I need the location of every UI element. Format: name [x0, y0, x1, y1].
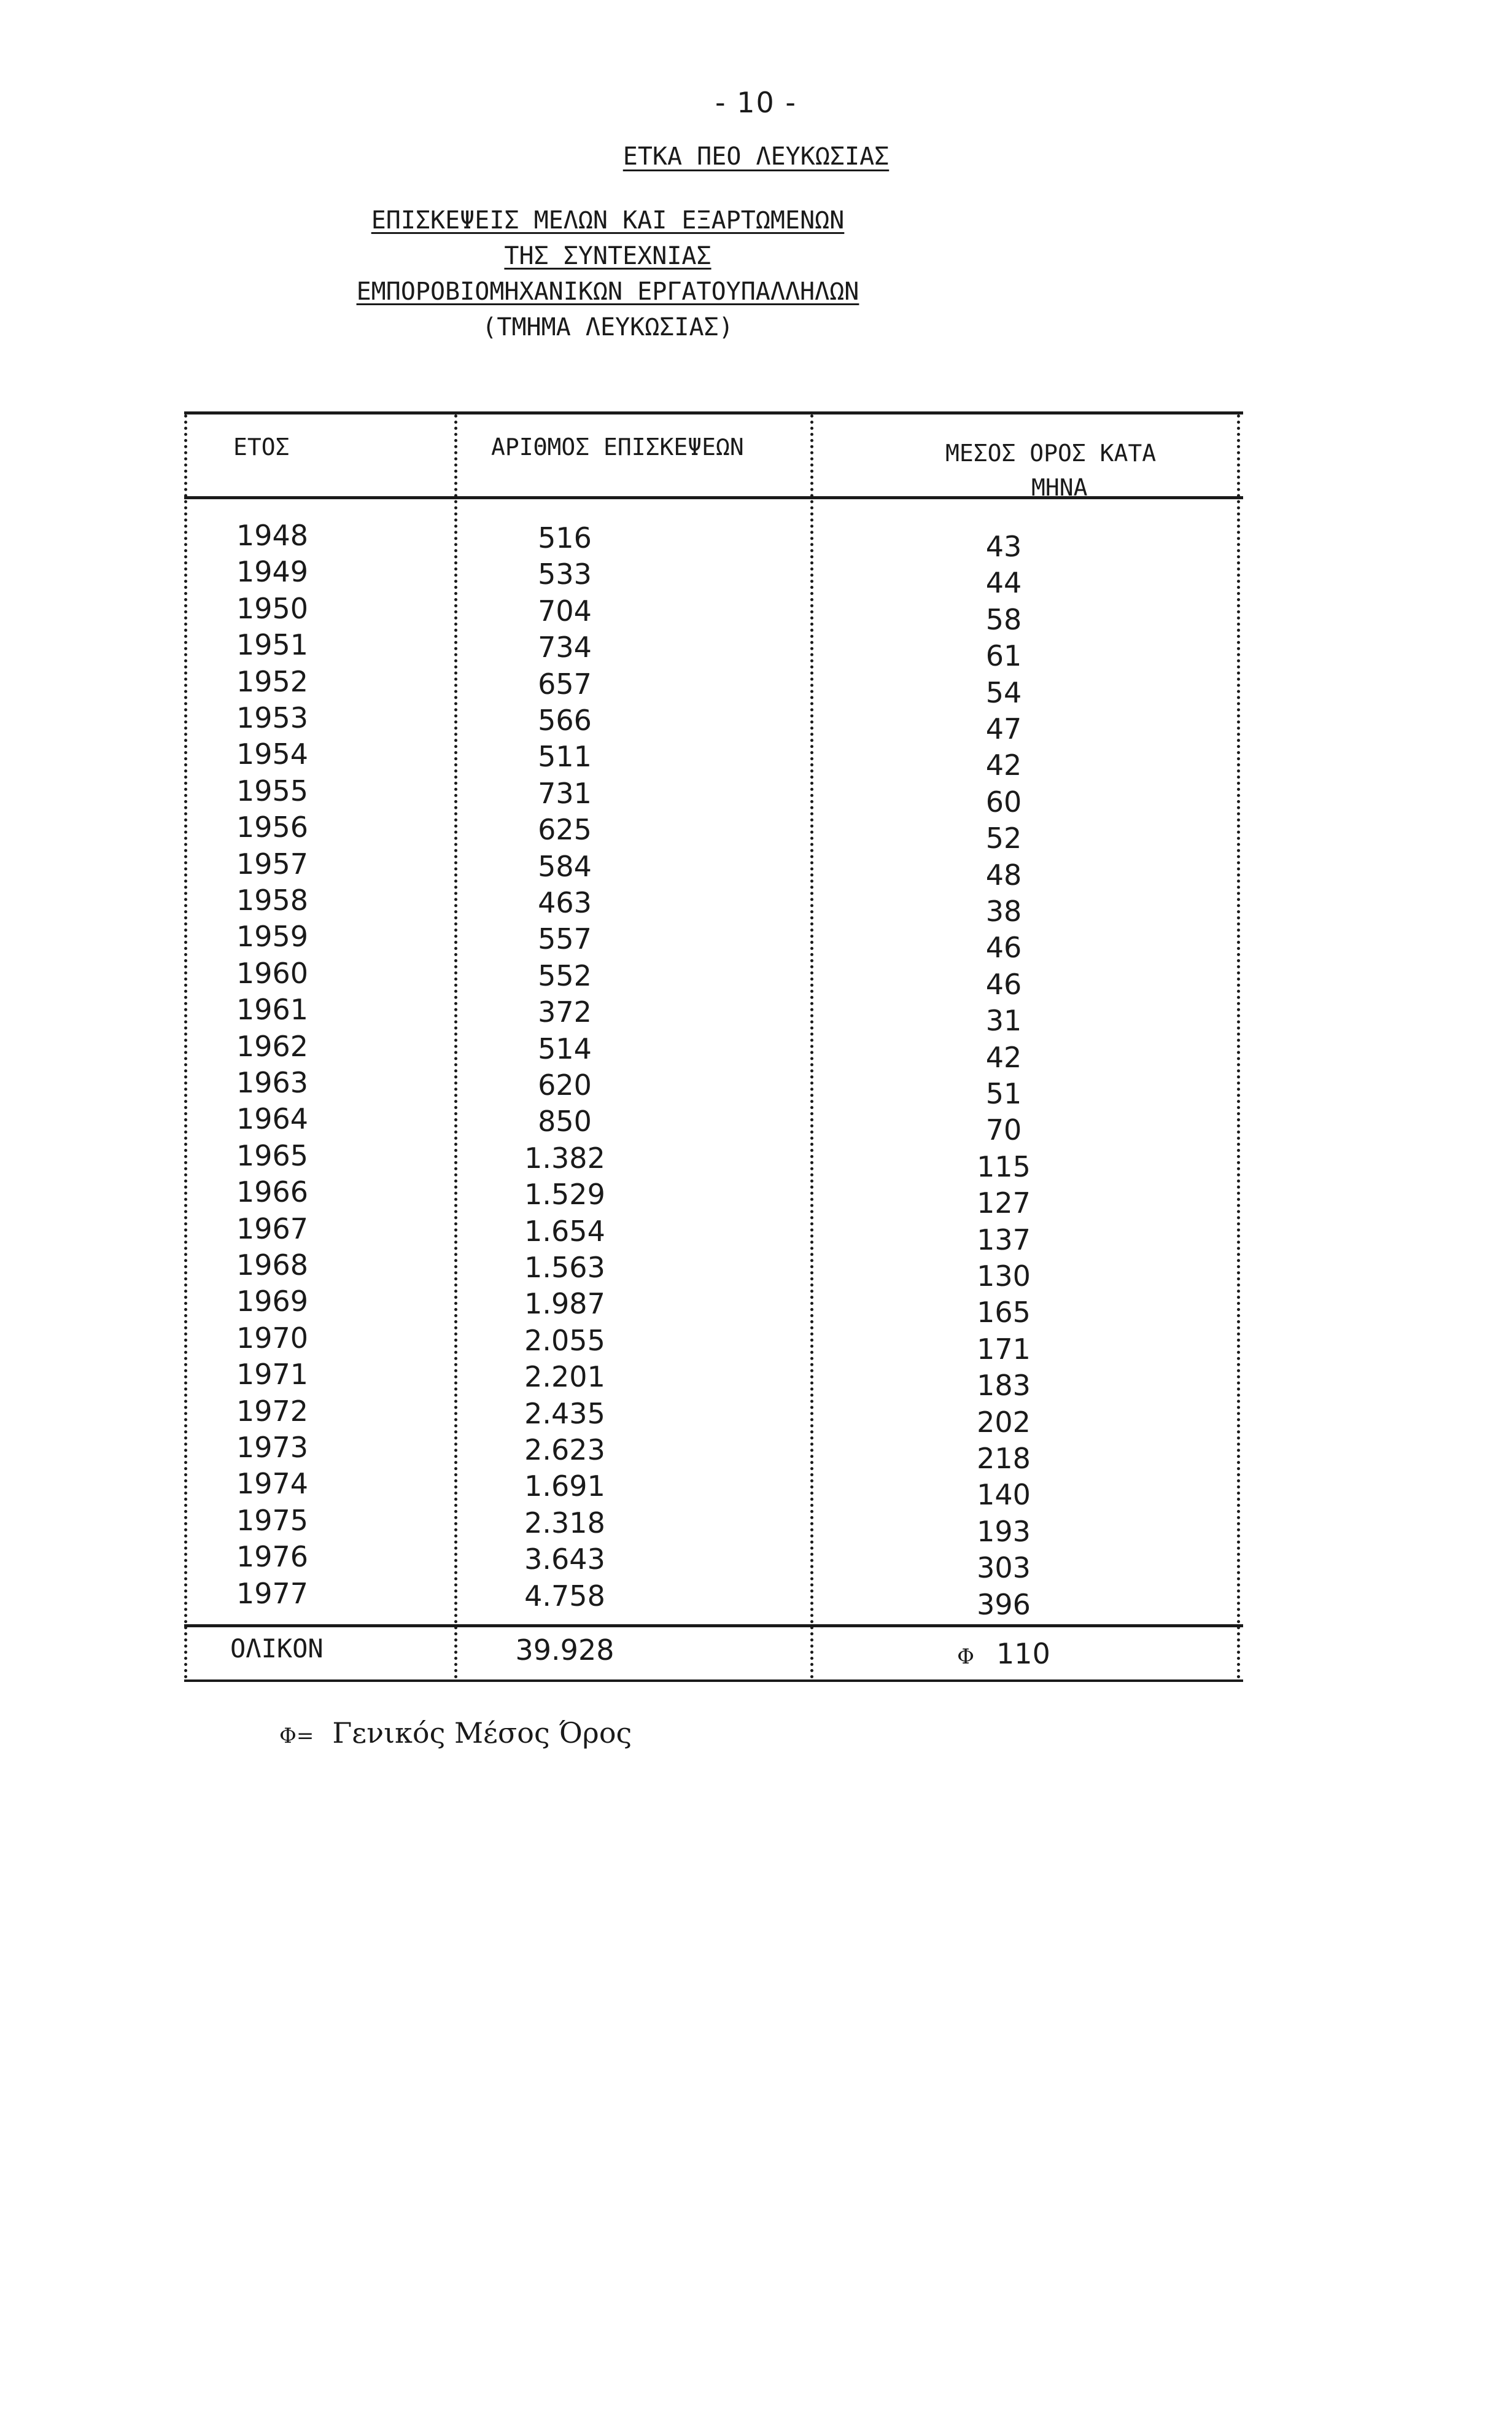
visits-cell: 463: [538, 886, 592, 919]
monthly-average-cell: 303: [977, 1551, 1031, 1585]
table-row: [184, 1248, 1243, 1293]
year-cell: 1951: [236, 628, 309, 662]
visits-cell: 1.654: [524, 1214, 605, 1248]
total-monthly-average: [902, 1637, 1105, 1670]
table-row: [184, 1431, 1243, 1475]
monthly-average-cell: 202: [977, 1405, 1031, 1439]
monthly-average-cell: 127: [977, 1186, 1031, 1220]
table-total-rule: [184, 1624, 1243, 1627]
table-row: [184, 664, 1243, 709]
monthly-average-cell: 171: [977, 1332, 1031, 1366]
visits-table: [184, 405, 1243, 1689]
year-cell: 1964: [236, 1102, 309, 1136]
table-row: [184, 1102, 1243, 1147]
visits-cell: 533: [538, 558, 592, 591]
visits-cell: 625: [538, 813, 592, 847]
heading-department: (ΤΜΗΜΑ ΛΕΥΚΩΣΙΑΣ): [482, 313, 734, 341]
year-cell: 1960: [236, 956, 309, 990]
monthly-average-cell: 137: [977, 1223, 1031, 1256]
visits-cell: 552: [538, 959, 592, 992]
table-row: [184, 1576, 1243, 1621]
monthly-average-cell: 47: [985, 712, 1022, 745]
visits-cell: 1.529: [524, 1178, 605, 1212]
organization-title-text: ΕΤΚΑ ΠΕΟ ΛΕΥΚΩΣΙΑΣ: [622, 142, 890, 171]
year-cell: 1972: [236, 1394, 309, 1428]
monthly-average-cell: 218: [977, 1442, 1031, 1475]
year-cell: 1969: [236, 1285, 309, 1318]
year-cell: 1974: [236, 1467, 309, 1501]
table-row: [184, 1175, 1243, 1220]
heading-line-3: ΕΜΠΟΡΟΒΙΟΜΗΧΑΝΙΚΩΝ ΕΡΓΑΤΟΥΠΑΛΛΗΛΩΝ: [356, 278, 859, 306]
organization-title: [0, 142, 1512, 171]
year-cell: 1954: [236, 737, 309, 771]
table-total-row: [184, 1633, 1243, 1670]
visits-cell: 2.055: [524, 1323, 605, 1357]
footnote: [279, 1716, 632, 1749]
year-cell: 1955: [236, 774, 309, 808]
monthly-average-cell: 61: [985, 639, 1022, 673]
visits-cell: 2.318: [524, 1506, 605, 1539]
footnote-symbol: Φ=: [279, 1724, 314, 1748]
monthly-average-cell: 42: [985, 749, 1022, 782]
monthly-average-cell: 46: [985, 967, 1022, 1001]
table-row: [184, 1503, 1243, 1548]
visits-cell: 2.435: [524, 1396, 605, 1430]
table-row: [184, 956, 1243, 1001]
monthly-average-cell: 51: [985, 1077, 1022, 1110]
visits-cell: 566: [538, 704, 592, 737]
table-row: [184, 1358, 1243, 1403]
table-row: [184, 591, 1243, 636]
year-cell: 1962: [236, 1029, 309, 1063]
table-row: [184, 1540, 1243, 1585]
visits-cell: 1.563: [524, 1251, 605, 1284]
table-row: [184, 920, 1243, 965]
monthly-average-cell: 165: [977, 1296, 1031, 1329]
year-cell: 1971: [236, 1358, 309, 1391]
table-row: [184, 628, 1243, 673]
year-cell: 1952: [236, 664, 309, 698]
monthly-average-cell: 60: [985, 785, 1022, 819]
table-row: [184, 993, 1243, 1038]
table-row: [184, 847, 1243, 892]
visits-cell: 557: [538, 922, 592, 956]
monthly-average-cell: 115: [977, 1150, 1031, 1183]
monthly-average-cell: 396: [977, 1587, 1031, 1621]
table-top-rule: [184, 411, 1243, 414]
column-header-visits: ΑΡΙΘΜΟΣ ΕΠΙΣΚΕΨΕΩΝ: [491, 434, 744, 461]
monthly-average-cell: 48: [985, 858, 1022, 892]
visits-cell: 511: [538, 740, 592, 774]
visits-cell: 657: [538, 667, 592, 701]
year-cell: 1949: [236, 555, 309, 589]
year-cell: 1968: [236, 1248, 309, 1282]
table-row: [184, 701, 1243, 745]
year-cell: 1963: [236, 1066, 309, 1099]
column-header-monthly-average: [945, 436, 1156, 505]
year-cell: 1961: [236, 993, 309, 1027]
table-row: [184, 1212, 1243, 1256]
table-row: [184, 519, 1243, 563]
heading-line-4: [344, 309, 872, 345]
column-header-year: ΕΤΟΣ: [233, 434, 290, 461]
table-row: [184, 737, 1243, 782]
table-row: [184, 1066, 1243, 1110]
visits-cell: 584: [538, 849, 592, 883]
year-cell: 1950: [236, 591, 309, 625]
table-row: [184, 1138, 1243, 1183]
visits-cell: 1.382: [524, 1141, 605, 1175]
average-symbol: Φ: [957, 1644, 975, 1669]
monthly-average-cell: 42: [985, 1040, 1022, 1074]
monthly-average-cell: 58: [985, 602, 1022, 636]
year-cell: 1953: [236, 701, 309, 734]
year-cell: 1966: [236, 1175, 309, 1209]
footnote-text: Γενικός Μέσος Όρος: [332, 1716, 632, 1749]
monthly-average-cell: 46: [985, 931, 1022, 965]
year-cell: 1948: [236, 519, 309, 552]
visits-cell: 850: [538, 1105, 592, 1138]
visits-cell: 704: [538, 594, 592, 628]
table-row: [184, 1321, 1243, 1366]
monthly-average-cell: 140: [977, 1478, 1031, 1512]
year-cell: 1970: [236, 1321, 309, 1355]
year-cell: 1956: [236, 811, 309, 844]
monthly-average-cell: 54: [985, 675, 1022, 709]
monthly-average-cell: 70: [985, 1113, 1022, 1147]
year-cell: 1977: [236, 1576, 309, 1610]
heading-line-1: ΕΠΙΣΚΕΨΕΙΣ ΜΕΛΩΝ ΚΑΙ ΕΞΑΡΤΩΜΕΝΩΝ: [371, 206, 845, 235]
visits-cell: 516: [538, 521, 592, 555]
column-header-monthly-average-line-2: ΜΗΝΑ: [1031, 474, 1088, 501]
table-row: [184, 811, 1243, 855]
year-cell: 1975: [236, 1503, 309, 1537]
table-row: [184, 1285, 1243, 1329]
visits-cell: 372: [538, 995, 592, 1029]
visits-cell: 1.691: [524, 1469, 605, 1503]
table-row: [184, 884, 1243, 928]
visits-cell: 731: [538, 776, 592, 810]
monthly-average-cell: 193: [977, 1514, 1031, 1548]
monthly-average-cell: 38: [985, 895, 1022, 928]
document-heading: [344, 203, 872, 345]
visits-cell: 2.201: [524, 1360, 605, 1394]
visits-cell: 734: [538, 631, 592, 664]
table-row: [184, 1394, 1243, 1439]
year-cell: 1967: [236, 1212, 309, 1245]
page-number: - 10 -: [715, 86, 797, 119]
table-row: [184, 1467, 1243, 1512]
table-row: [184, 555, 1243, 600]
visits-cell: 620: [538, 1068, 592, 1102]
monthly-average-cell: 44: [985, 566, 1022, 600]
heading-line-2: ΤΗΣ ΣΥΝΤΕΧΝΙΑΣ: [504, 242, 711, 270]
visits-cell: 2.623: [524, 1433, 605, 1466]
year-cell: 1973: [236, 1431, 309, 1464]
monthly-average-cell: 43: [985, 530, 1022, 563]
year-cell: 1976: [236, 1540, 309, 1574]
year-cell: 1965: [236, 1138, 309, 1172]
visits-cell: 514: [538, 1032, 592, 1065]
year-cell: 1958: [236, 884, 309, 917]
monthly-average-cell: 52: [985, 822, 1022, 855]
total-monthly-average-value: 110: [996, 1637, 1050, 1670]
monthly-average-cell: 183: [977, 1369, 1031, 1403]
visits-cell: 4.758: [524, 1579, 605, 1613]
year-cell: 1957: [236, 847, 309, 881]
total-label: ΟΛΙΚΟΝ: [230, 1633, 324, 1664]
table-row: [184, 1029, 1243, 1074]
year-cell: 1959: [236, 920, 309, 954]
total-visits: 39.928: [515, 1633, 614, 1667]
visits-cell: 1.987: [524, 1287, 605, 1321]
table-bottom-rule: [184, 1679, 1243, 1682]
monthly-average-cell: 31: [985, 1004, 1022, 1038]
monthly-average-cell: 130: [977, 1259, 1031, 1293]
column-header-monthly-average-line-1: ΜΕΣΟΣ ΟΡΟΣ ΚΑΤΑ: [945, 440, 1157, 467]
visits-cell: 3.643: [524, 1543, 605, 1576]
table-row: [184, 774, 1243, 819]
